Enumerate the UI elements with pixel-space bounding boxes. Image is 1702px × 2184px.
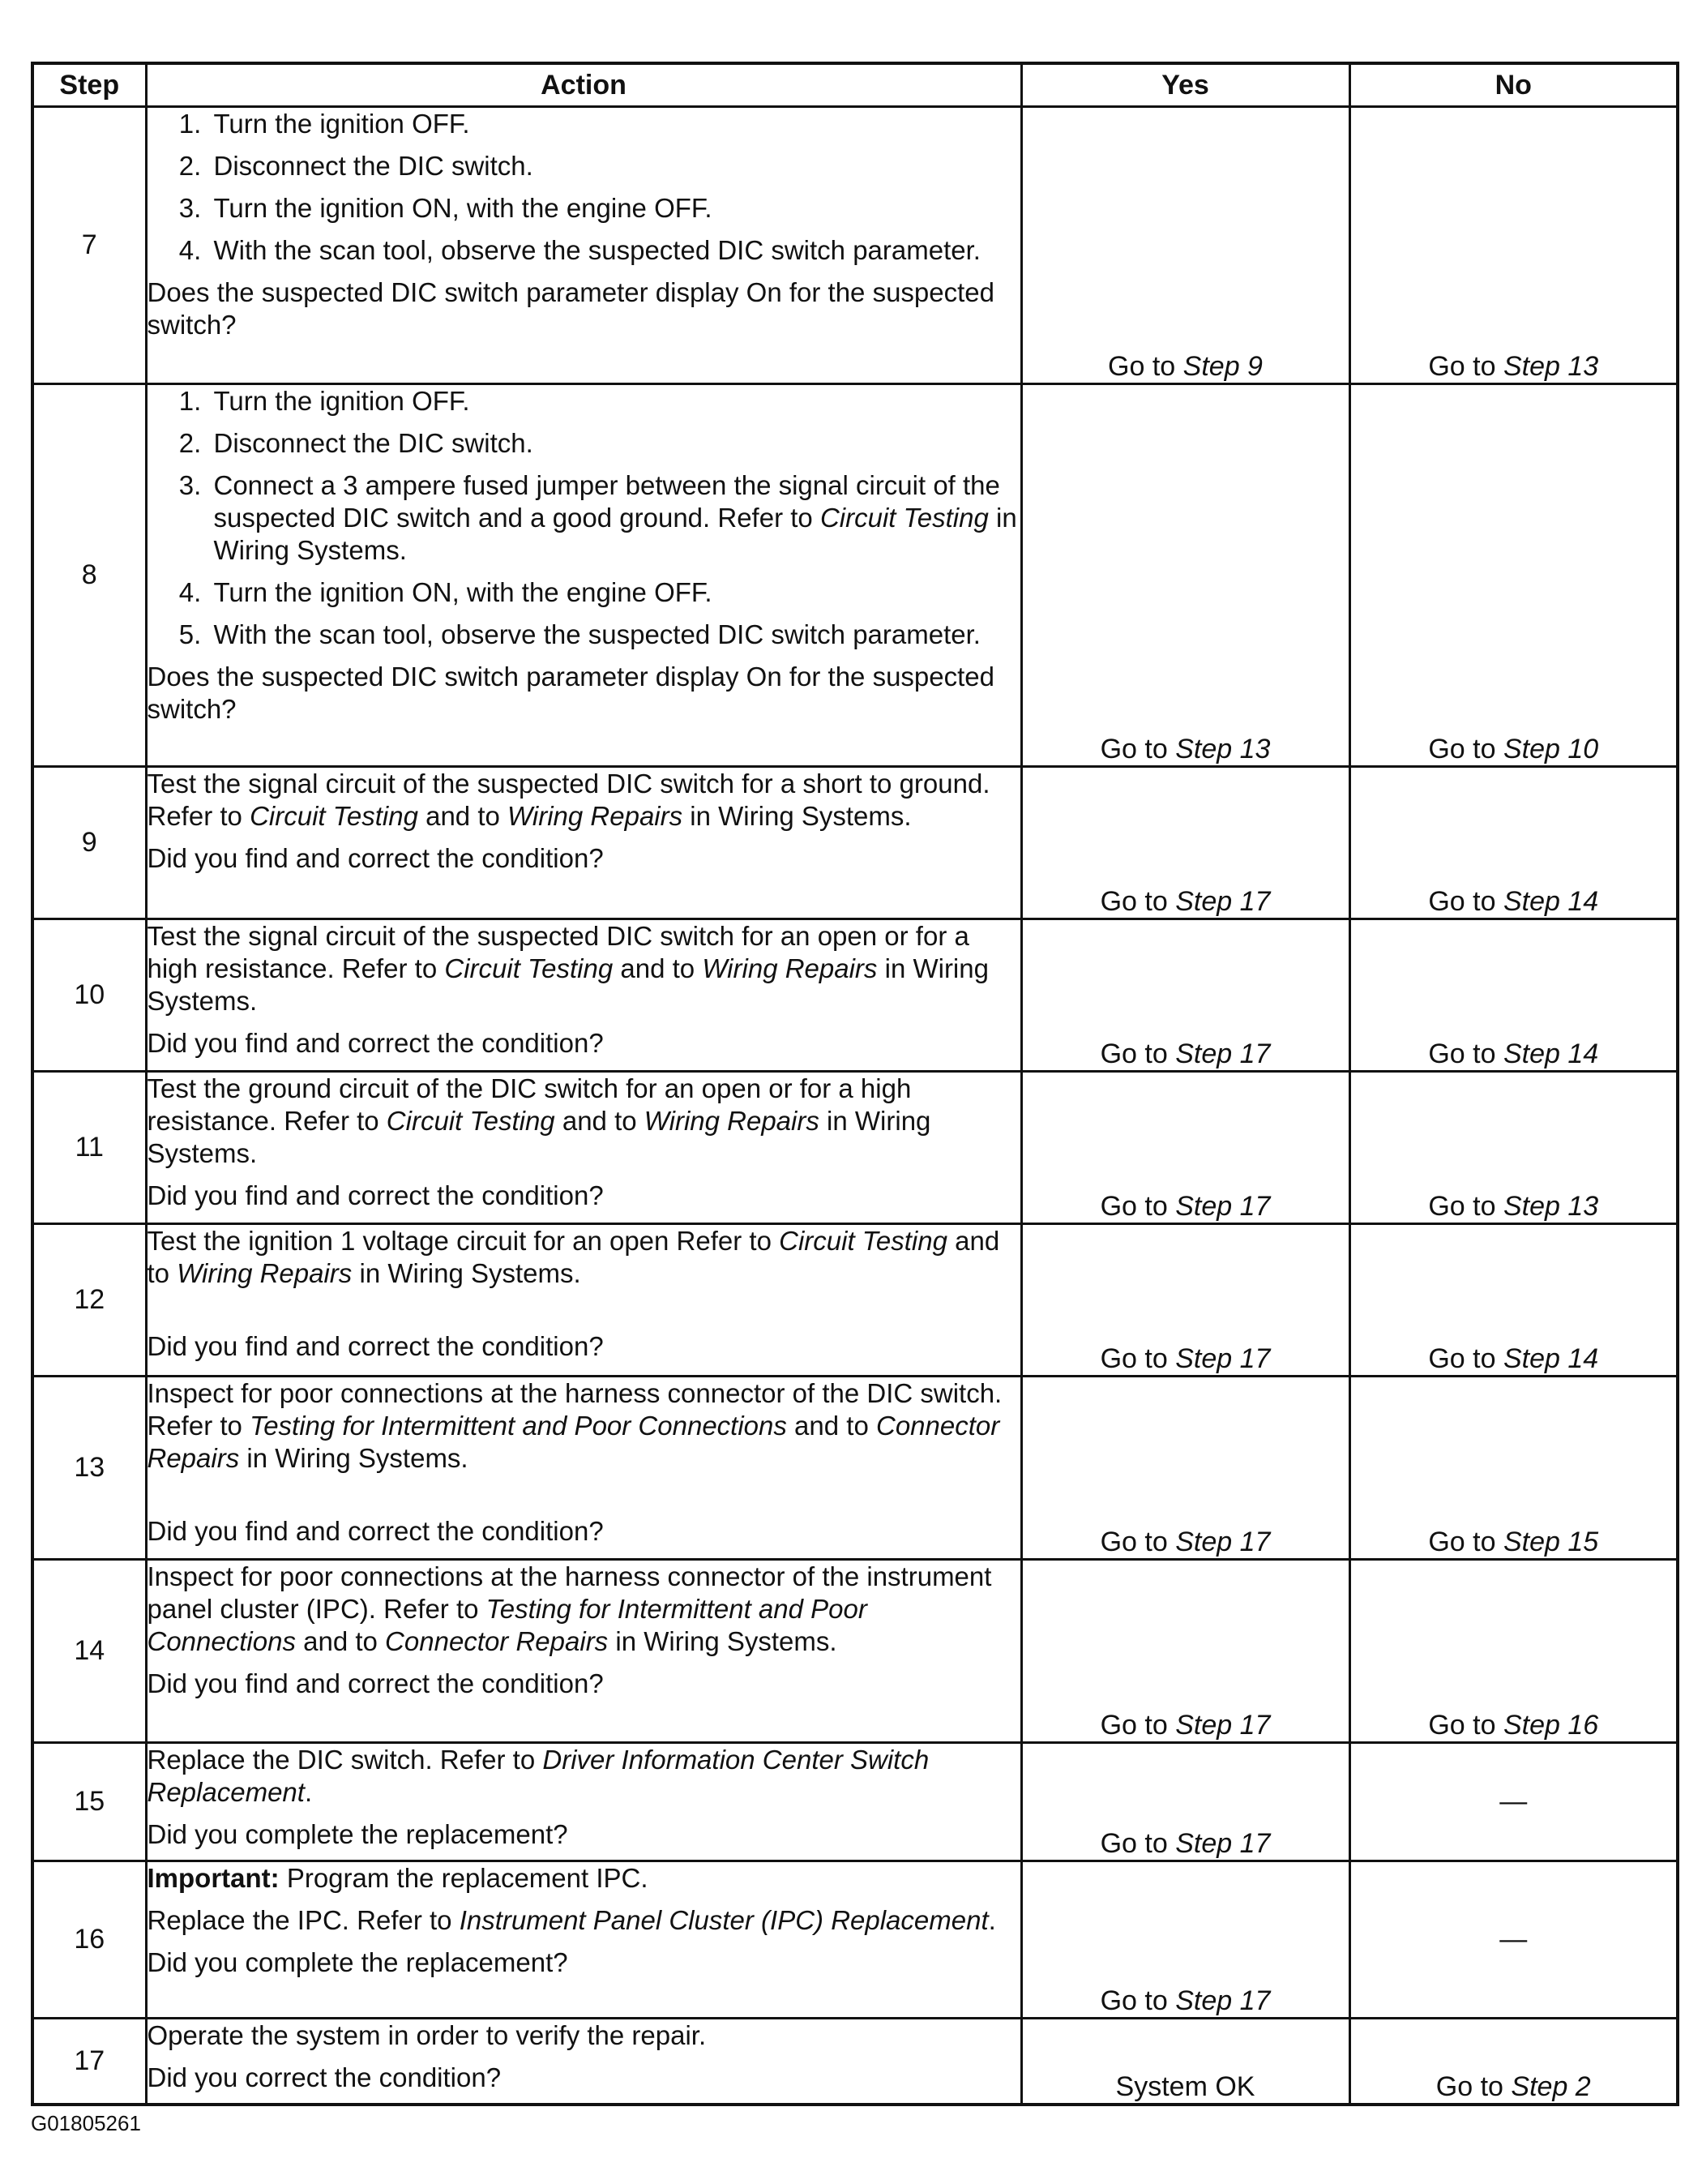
step-number: 16 [32, 1861, 146, 2019]
yes-prefix: Go to [1100, 1985, 1168, 2016]
yes-prefix: Go to [1100, 1710, 1168, 1741]
no-step-link[interactable]: Step 14 [1503, 1038, 1599, 1069]
question-text: Did you find and correct the condition? [147, 1331, 604, 1361]
no-cell [1349, 2019, 1678, 2105]
reference-text: Circuit Testing [779, 1226, 947, 1256]
step-number: 15 [32, 1743, 146, 1861]
action-text-part: Inspect for poor connections at the harness connector of the instrument panel cluster (IPC). Refer to [147, 1561, 992, 1624]
action-text-part: Test the signal circuit of the suspected DIC switch for a short to ground. Refer to [147, 769, 990, 831]
header-no: No [1349, 63, 1678, 107]
yes-step-link[interactable]: Step 17 [1175, 1527, 1271, 1557]
no-prefix: Go to [1428, 351, 1496, 382]
action-text-part: Replace the IPC. Refer to [147, 1905, 460, 1935]
yes-cell [1021, 2019, 1349, 2105]
question-text: Did you complete the replacement? [147, 1819, 568, 1849]
no-prefix: Go to [1428, 1710, 1496, 1741]
no-step-link[interactable]: Step 10 [1503, 734, 1599, 764]
action-text-part: and to [295, 1626, 386, 1656]
action-text-part: Test the ground circuit of the DIC switch for an open or for a high resistance. Refer to [147, 1073, 912, 1136]
reference-text: Driver Information Center Switch Replacement [147, 1745, 930, 1807]
question-text: Does the suspected DIC switch parameter display On for the suspected switch? [147, 277, 995, 340]
question-text: Did you find and correct the condition? [147, 1180, 604, 1210]
list-item: 2. Disconnect the DIC switch. [209, 150, 1020, 182]
action-text [148, 768, 1020, 833]
action-cell [146, 767, 1021, 919]
yes-cell [1021, 1560, 1349, 1743]
action-text-part: in Wiring Systems. [239, 1443, 468, 1473]
list-item: 4. With the scan tool, observe the suspected DIC switch parameter. [209, 234, 1020, 267]
no-step-link[interactable]: Step 15 [1503, 1527, 1599, 1557]
action-text-part: Replace the DIC switch. Refer to [147, 1745, 543, 1775]
table-row-step-8 [32, 384, 1678, 767]
step-number: 14 [32, 1560, 146, 1743]
yes-prefix: Go to [1100, 886, 1168, 917]
step-number: 13 [32, 1377, 146, 1560]
no-cell [1349, 1072, 1678, 1224]
diagnostic-table-sheet [31, 62, 1676, 2106]
action-cell [146, 919, 1021, 1072]
no-cell [1349, 919, 1678, 1072]
no-prefix: Go to [1428, 734, 1496, 764]
question-text: Did you find and correct the condition? [147, 1668, 604, 1698]
action-cell [146, 1743, 1021, 1861]
yes-cell [1021, 1743, 1349, 1861]
reference-text: Testing for Intermittent and Poor Connections [250, 1411, 787, 1441]
action-text [148, 1904, 1020, 1937]
no-prefix: Go to [1428, 1527, 1496, 1557]
table-row-step-11 [32, 1072, 1678, 1224]
no-cell [1349, 767, 1678, 919]
table-row-step-14 [32, 1560, 1678, 1743]
no-cell [1349, 1743, 1678, 1861]
figure-id: G01805261 [31, 2111, 141, 2135]
yes-step-link[interactable]: Step 17 [1175, 1343, 1271, 1374]
yes-prefix: Go to [1100, 734, 1168, 764]
action-text [148, 920, 1020, 1017]
table-row-step-12 [32, 1224, 1678, 1377]
yes-step-link[interactable]: Step 17 [1175, 1985, 1271, 2016]
yes-cell [1021, 1861, 1349, 2019]
no-cell [1349, 384, 1678, 767]
step-number: 11 [32, 1072, 146, 1224]
action-text-part: in Wiring Systems. [682, 801, 912, 831]
list-item [209, 469, 1020, 567]
yes-prefix: Go to [1100, 1527, 1168, 1557]
question-text: Did you find and correct the condition? [147, 1028, 604, 1058]
table-row-step-15 [32, 1743, 1678, 1861]
yes-cell [1021, 919, 1349, 1072]
action-cell [146, 2019, 1021, 2105]
no-step-link[interactable]: Step 13 [1503, 1191, 1599, 1222]
list-item: 4. Turn the ignition ON, with the engine OFF. [209, 576, 1020, 609]
action-cell [146, 1072, 1021, 1224]
important-text: Program the replacement IPC. [279, 1863, 648, 1893]
action-text: Operate the system in order to verify the repair. [147, 2020, 707, 2050]
reference-text: Circuit Testing [386, 1106, 555, 1136]
yes-step-link[interactable]: Step 17 [1175, 1828, 1271, 1859]
yes-prefix: Go to [1100, 1828, 1168, 1859]
action-text-part: and to [613, 953, 703, 983]
list-item: 3. Turn the ignition ON, with the engine OFF. [209, 192, 1020, 225]
step-number: 17 [32, 2019, 146, 2105]
list-item: 1. Turn the ignition OFF. [209, 108, 1020, 140]
action-text [148, 1377, 1020, 1475]
no-prefix: Go to [1428, 886, 1496, 917]
yes-cell [1021, 1224, 1349, 1377]
yes-step-link[interactable]: Step 9 [1182, 351, 1263, 382]
no-cell [1349, 1224, 1678, 1377]
yes-cell [1021, 107, 1349, 384]
no-step-link[interactable]: Step 2 [1511, 2071, 1591, 2102]
action-text-part: and to [554, 1106, 644, 1136]
action-list [148, 385, 1020, 651]
action-text-part: and to [417, 801, 508, 831]
reference-text: Circuit Testing [444, 953, 614, 983]
header-yes: Yes [1021, 63, 1349, 107]
table-row-step-13 [32, 1377, 1678, 1560]
yes-prefix: Go to [1100, 1343, 1168, 1374]
no-cell [1349, 1377, 1678, 1560]
action-text [148, 1561, 1020, 1658]
action-text [148, 1073, 1020, 1170]
action-text-part: Test the signal circuit of the suspected DIC switch for an open or for a high resistance. Refer to [147, 921, 969, 983]
action-text-part: in Wiring Systems. [147, 953, 989, 1016]
no-step-link[interactable]: Step 14 [1503, 886, 1599, 917]
no-prefix: Go to [1428, 1038, 1496, 1069]
reference-text: Connector Repairs [385, 1626, 609, 1656]
list-item: 5. With the scan tool, observe the suspected DIC switch parameter. [209, 619, 1020, 651]
yes-cell [1021, 1377, 1349, 1560]
no-dash: — [1499, 1786, 1528, 1817]
yes-step-link[interactable]: Step 17 [1175, 1038, 1271, 1069]
table-row-step-16 [32, 1861, 1678, 2019]
step-number: 9 [32, 767, 146, 919]
yes-step-link[interactable]: Step 17 [1175, 886, 1271, 917]
action-cell [146, 384, 1021, 767]
reference-text: Instrument Panel Cluster (IPC) Replacement [459, 1905, 989, 1935]
yes-step-link[interactable]: Step 17 [1175, 1191, 1271, 1222]
action-text [148, 1744, 1020, 1809]
question-text: Does the suspected DIC switch parameter display On for the suspected switch? [147, 662, 995, 724]
header-step: Step [32, 63, 146, 107]
no-prefix: Go to [1435, 2071, 1503, 2102]
step-number: 8 [32, 384, 146, 767]
action-text-part: in Wiring Systems. [352, 1258, 581, 1288]
yes-cell [1021, 1072, 1349, 1224]
action-text [148, 1225, 1020, 1290]
reference-text: Wiring Repairs [177, 1258, 353, 1288]
step-number: 10 [32, 919, 146, 1072]
action-text-part: . [988, 1905, 996, 1935]
question-text: Did you find and correct the condition? [147, 1516, 604, 1546]
yes-prefix: Go to [1108, 351, 1176, 382]
reference-text: Circuit Testing [250, 801, 418, 831]
list-item: 1. Turn the ignition OFF. [209, 385, 1020, 418]
action-cell [146, 1560, 1021, 1743]
action-text-part: . [304, 1777, 313, 1807]
diagnostic-table [31, 62, 1679, 2106]
question-text: Did you complete the replacement? [147, 1947, 568, 1977]
no-prefix: Go to [1428, 1191, 1496, 1222]
important-label: Important: [147, 1863, 280, 1893]
table-row-step-17 [32, 2019, 1678, 2105]
table-row-step-9 [32, 767, 1678, 919]
reference-text: Testing for Intermittent and Poor Connections [147, 1594, 867, 1656]
no-cell [1349, 107, 1678, 384]
yes-cell [1021, 767, 1349, 919]
question-text: Did you correct the condition? [147, 2062, 502, 2092]
action-cell [146, 1224, 1021, 1377]
reference-text: Wiring Repairs [644, 1106, 819, 1136]
no-cell [1349, 1560, 1678, 1743]
reference-text: Wiring Repairs [702, 953, 878, 983]
list-item-tail: in Wiring Systems. [213, 503, 1017, 565]
no-step-link[interactable]: Step 13 [1503, 351, 1599, 382]
header-action: Action [146, 63, 1021, 107]
step-number: 12 [32, 1224, 146, 1377]
action-cell [146, 107, 1021, 384]
reference-text: Wiring Repairs [507, 801, 683, 831]
yes-prefix: Go to [1100, 1038, 1168, 1069]
action-list [148, 108, 1020, 267]
question-text: Did you find and correct the condition? [147, 843, 604, 873]
important-note [148, 1862, 1020, 1895]
reference-text: Connector Repairs [147, 1411, 1000, 1473]
action-text-part: Test the ignition 1 voltage circuit for an open Refer to [147, 1226, 780, 1256]
circuit-testing-ref: Circuit Testing [819, 503, 989, 533]
yes-step-link[interactable]: Step 17 [1175, 1710, 1271, 1741]
action-text-part: and to [147, 1226, 1000, 1288]
no-cell [1349, 1861, 1678, 2019]
header-row [32, 63, 1678, 107]
action-text-part: and to [786, 1411, 876, 1441]
table-row-step-7 [32, 107, 1678, 384]
action-cell [146, 1861, 1021, 2019]
action-cell [146, 1377, 1021, 1560]
no-step-link[interactable]: Step 14 [1503, 1343, 1599, 1374]
action-text-part: Inspect for poor connections at the harness connector of the DIC switch. Refer to [147, 1378, 1003, 1441]
table-row-step-10 [32, 919, 1678, 1072]
action-text-part: in Wiring Systems. [147, 1106, 931, 1168]
list-item: 2. Disconnect the DIC switch. [209, 427, 1020, 460]
action-text-part: in Wiring Systems. [608, 1626, 837, 1656]
no-dash: — [1499, 1924, 1528, 1955]
system-ok-text: System OK [1115, 2071, 1255, 2102]
no-prefix: Go to [1428, 1343, 1496, 1374]
yes-step-link[interactable]: Step 13 [1175, 734, 1271, 764]
yes-prefix: Go to [1100, 1191, 1168, 1222]
list-item-text: Connect a 3 ampere fused jumper between the signal circuit of the suspected DIC switch and a good ground. Refer to [213, 470, 1000, 533]
yes-cell [1021, 384, 1349, 767]
no-step-link[interactable]: Step 16 [1503, 1710, 1599, 1741]
step-number: 7 [32, 107, 146, 384]
